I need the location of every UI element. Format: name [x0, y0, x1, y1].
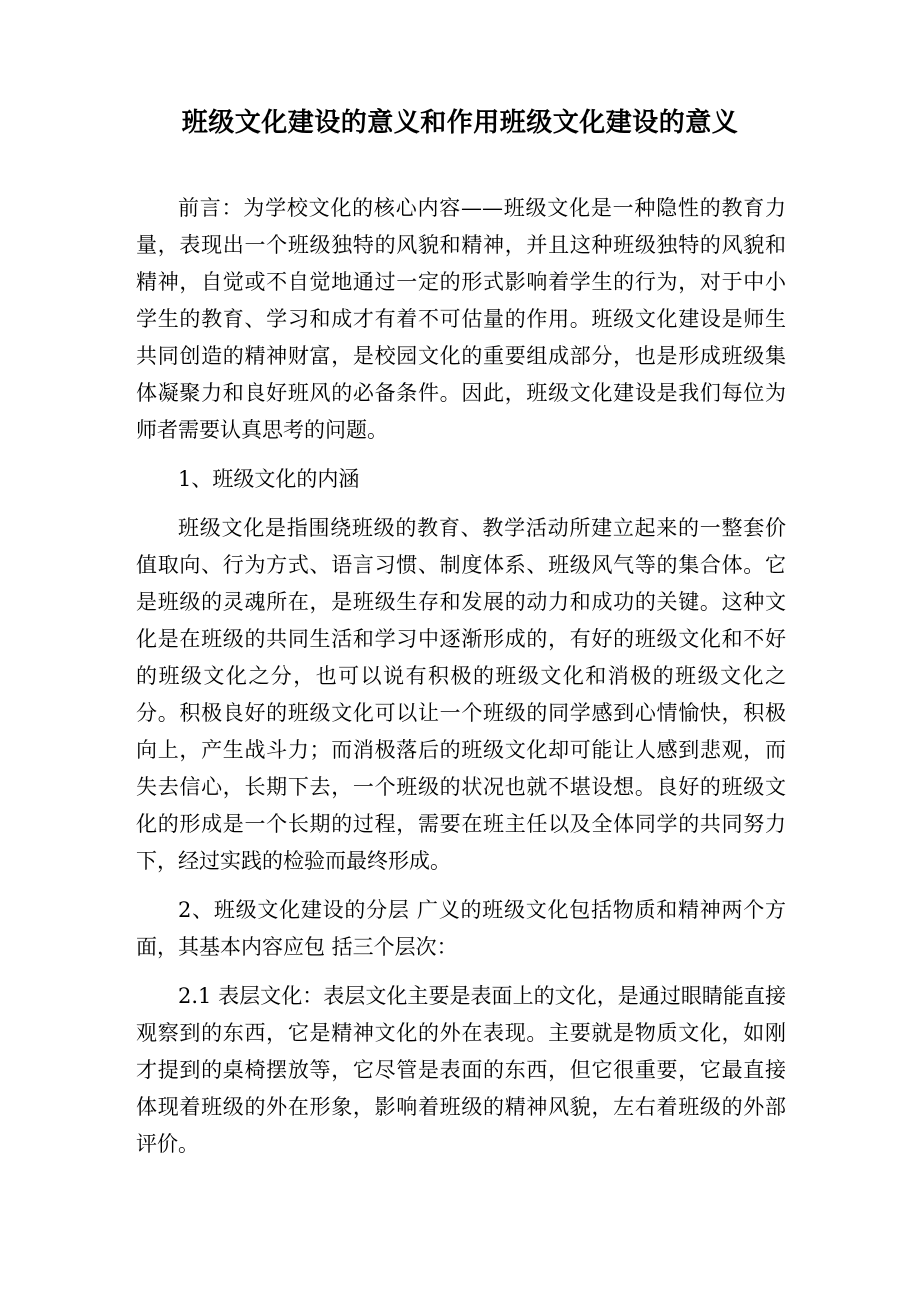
document-body [136, 190, 786, 1175]
section-1-heading: 1、班级文化的内涵 [178, 467, 360, 491]
section-1-paragraph: 班级文化是指围绕班级的教育、教学活动所建立起来的一整套价值取向、行为方式、语言习惯、制度体系、班级风气等的集合体。它是班级的灵魂所在，是班级生存和发展的动力和成功的关键。这种文化是在班级的共同生活和学习中逐渐形成的，有好的班级文化和不好的班级文化之分，也可以说有积极的班级文化和消极的班级文化之分。积极良好的班级文化可以让一个班级的同学感到心情愉快，积极向上，产生战斗力；而消极落后的班级文化却可能让人感到悲观，而失去信心，长期下去，一个班级的状况也就不堪设想。良好的班级文化的形成是一个长期的过程，需要在班主任以及全体同学的共同努力下，经过实践的检验而最终形成。 [136, 516, 786, 873]
document-title: 班级文化建设的意义和作用班级文化建设的意义 [181, 108, 739, 138]
preface-paragraph: 前言：为学校文化的核心内容——班级文化是一种隐性的教育力量，表现出一个班级独特的风貌和精神，并且这种班级独特的风貌和精神，自觉或不自觉地通过一定的形式影响着学生的行为，对于中小学生的教育、学习和成才有着不可估量的作用。班级文化建设是师生共同创造的精神财富，是校园文化的重要组成部分，也是形成班级集体凝聚力和良好班风的必备条件。因此，班级文化建设是我们每位为师者需要认真思考的问题。 [136, 196, 786, 442]
section-2-1-paragraph: 2.1 表层文化：表层文化主要是表面上的文化，是通过眼睛能直接观察到的东西，它是精神文化的外在表现。主要就是物质文化，如刚才提到的桌椅摆放等，它尽管是表面的东西，但它很重要，它最直接体现着班级的外在形象，影响着班级的精神风貌，左右着班级的外部评价。 [136, 984, 786, 1156]
section-2-paragraph: 2、班级文化建设的分层 广义的班级文化包括物质和精神两个方面，其基本内容应包 括三个层次： [136, 898, 786, 959]
